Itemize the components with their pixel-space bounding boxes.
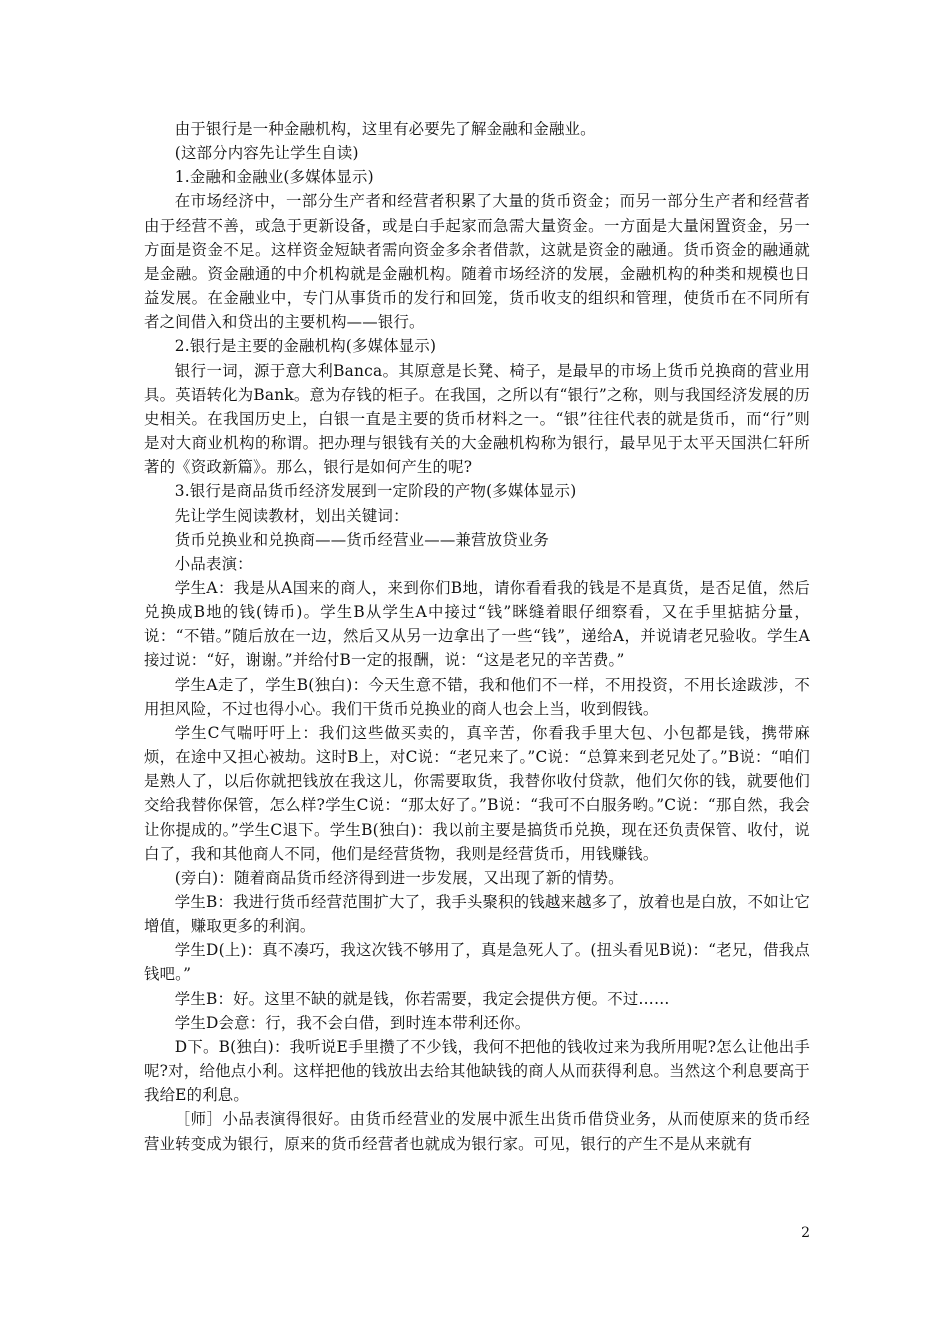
paragraph-bank-etymology: 银行一词，源于意大利Banca。其原意是长凳、椅子，是最早的市场上货币兑换商的营业用具。英语转化为Bank。意为存钱的柜子。在我国，之所以有“银行”之称，则与我国经济发展的历史相关。在我国历史上，白银一直是主要的货币材料之一。“银”往往代表的就是货币，而“行”则是对大商业机构的称谓。把办理与银钱有关的大金融机构称为银行，最早见于太平天国洪仁轩所著的《资政新篇》。那么，银行是如何产生的呢? [144, 361, 810, 477]
paragraph-teacher-summary: ［师］小品表演得很好。由货币经营业的发展中派生出货币借贷业务，从而使原来的货币经营业转变成为银行，原来的货币经营者也就成为银行家。可见，银行的产生不是从来就有 [144, 1110, 810, 1153]
section-heading-bank-institution: 2.银行是主要的金融机构(多媒体显示) [174, 337, 437, 356]
paragraph-skit-b-final-monologue: D下。B(独白)：我听说E手里攒了不少钱，我何不把他的钱收过来为我所用呢?怎么让他出手呢?对，给他点小利。这样把他的钱放出去给其他缺钱的商人从而获得利息。当然这个利息要高于我给E的利息。 [144, 1037, 810, 1105]
paragraph-reading-instruction: 先让学生阅读教材，划出关键词： [174, 506, 409, 525]
paragraph-intro: 由于银行是一种金融机构，这里有必要先了解金融和金融业。 [174, 120, 596, 138]
paragraph-skit-student-c: 学生C气喘吁吁上：我们这些做买卖的，真辛苦，你看我手里大包、小包都是钱，携带麻烦，在途中又担心被劫。这时B上，对C说：“老兄来了。”C说：“总算来到老兄处了。”B说：“咱们是熟人了，以后你就把钱放在我这儿，你需要取货，我替你收付贷款，他们欠你的钱，就要他们交给我替你保管，怎么样?学生C说：“那太好了。”B说：“我可不白服务哟。”C说：“那自然，我会让你提成的。”学生C退下。学生B(独白)：我以前主要是搞货币兑换，现在还负责保管、收付，说白了，我和其他商人不同，他们是经营货物，我则是经营货币，用钱赚钱。 [144, 723, 810, 863]
paragraph-skit-student-b-monologue: 学生A走了，学生B(独白)：今天生意不错，我和他们不一样，不用投资，不用长途跋涉，不用担风险，不过也得小心。我们干货币兑换业的商人也会上当，收到假钱。 [144, 675, 810, 718]
paragraph-finance-explanation: 在市场经济中，一部分生产者和经营者积累了大量的货币资金；而另一部分生产者和经营者由于经营不善，或急于更新设备，或是白手起家而急需大量资金。一方面是大量闲置资金，另一方面是资金不足。这样资金短缺者需向资金多余者借款，这就是资金的融通。货币资金的融通就是金融。资金融通的中介机构就是金融机构。随着市场经济的发展，金融机构的种类和规模也日益发展。在金融业中，专门从事货币的发行和回笼，货币收支的组织和管理，使货币在不同所有者之间借入和贷出的主要机构——银行。 [144, 192, 810, 332]
document-body [144, 117, 810, 1156]
paragraph-self-study-note: (这部分内容先让学生自读) [174, 144, 359, 163]
paragraph-skit-title: 小品表演： [174, 554, 253, 573]
paragraph-skit-student-d-reply: 学生D会意：行，我不会白借，到时连本带利还你。 [174, 1013, 531, 1032]
paragraph-skit-student-d: 学生D(上)：真不凑巧，我这次钱不够用了，真是急死人了。(扭头看见B说)：“老兄，借我点钱吧。” [144, 941, 810, 984]
page-number: 2 [801, 1225, 810, 1241]
paragraph-narration: (旁白)：随着商品货币经济得到进一步发展，又出现了新的情势。 [174, 868, 624, 887]
paragraph-skit-student-a: 学生A：我是从A国来的商人，来到你们B地，请你看看我的钱是不是真货，是否足值，然后兑换成B地的钱(铸币)。学生B从学生A中接过“钱”眯缝着眼仔细察看，又在手里掂掂分量，说：“不错。”随后放在一边，然后又从另一边拿出了一些“钱”，递给A，并说请老兄验收。学生A接过说：“好，谢谢。”并给付B一定的报酬，说：“这是老兄的辛苦费。” [144, 578, 810, 670]
section-heading-finance: 1.金融和金融业(多媒体显示) [174, 168, 374, 187]
section-heading-bank-origin: 3.银行是商品货币经济发展到一定阶段的产物(多媒体显示) [174, 482, 577, 501]
paragraph-skit-student-b-reply: 学生B：好。这里不缺的就是钱，你若需要，我定会提供方便。不过…… [174, 989, 670, 1008]
paragraph-skit-student-b-expansion: 学生B：我进行货币经营范围扩大了，我手头聚积的钱越来越多了，放着也是白放，不如让它增值，赚取更多的利润。 [144, 893, 810, 936]
paragraph-keywords: 货币兑换业和兑换商——货币经营业——兼营放贷业务 [174, 530, 549, 549]
